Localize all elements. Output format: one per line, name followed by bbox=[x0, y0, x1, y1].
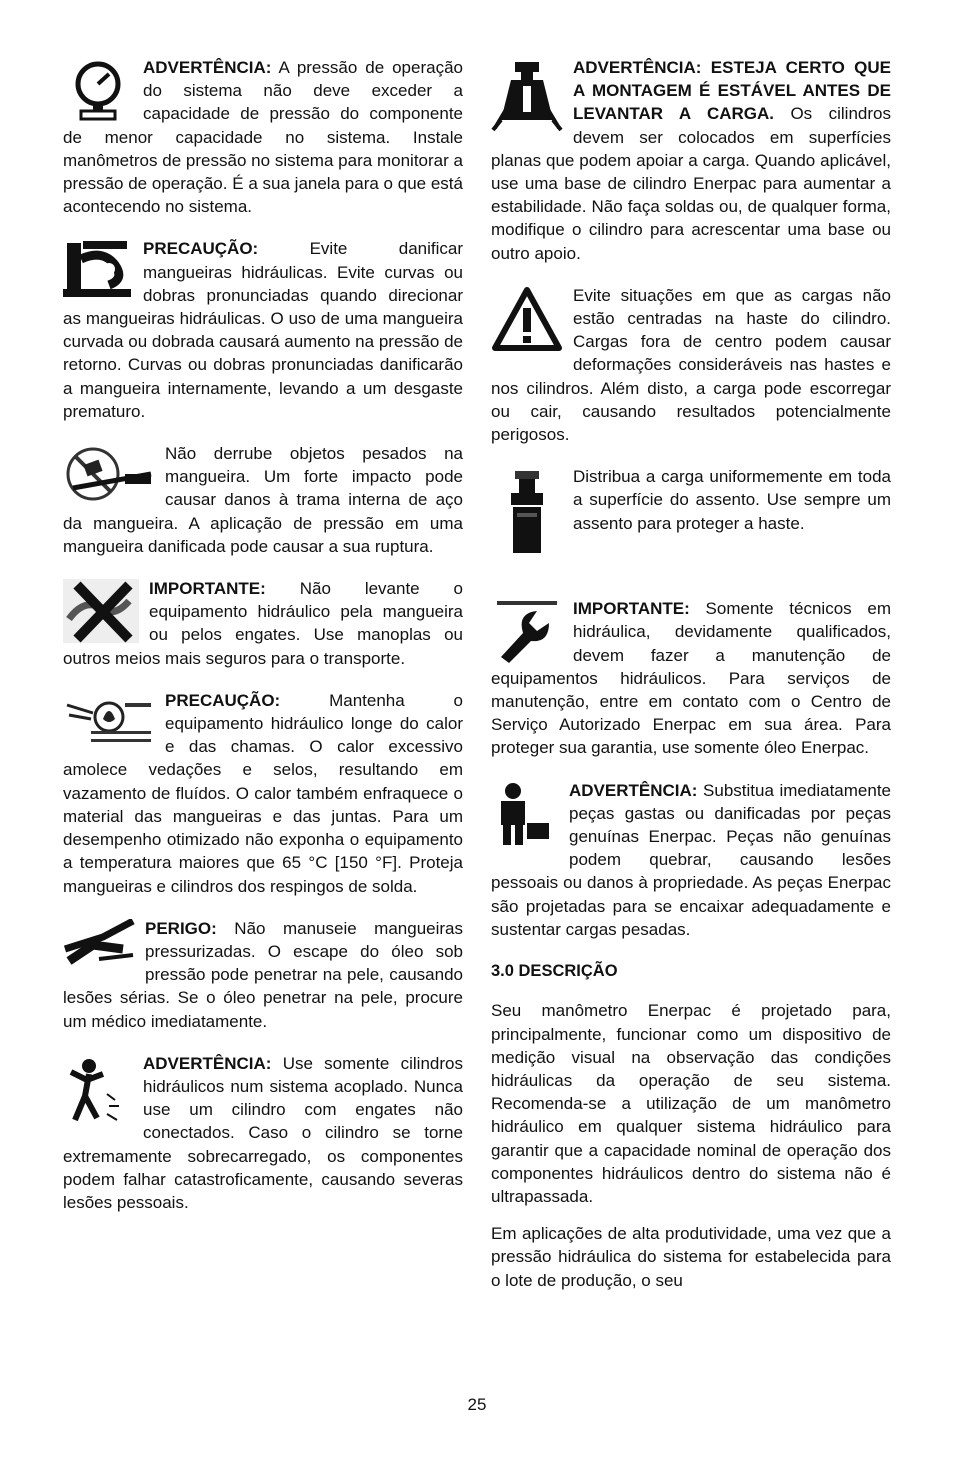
notice-block-saddle bbox=[491, 465, 891, 557]
page-number: 25 bbox=[467, 1395, 487, 1414]
left-column bbox=[63, 56, 463, 1214]
warning-block-pressure bbox=[63, 56, 463, 218]
heat-flame-icon bbox=[63, 691, 155, 753]
wrench-service-icon bbox=[491, 599, 563, 663]
block-text: situações em que as cargas não estão centradas na haste do cilindro. Cargas fora de centro podem causar deformações consideráveis nas hastes e nos cilindros. Além disto, a carga pode escorregar ou cair, causando resultados potencialmente perigosos. bbox=[491, 285, 891, 445]
block-heading: Evite bbox=[573, 285, 611, 305]
section-title: 3.0 DESCRIÇÃO bbox=[491, 962, 618, 981]
caution-block-hose-bend bbox=[63, 237, 463, 423]
block-text: Use somente cilindros hidráulicos num sistema acoplado. Nunca use um cilindro com engates não conectados. Caso o cilindro se torne extremamente sobrecarregado, os componentes podem falhar catastroficamente, causando severas lesões pessoais. bbox=[63, 1053, 463, 1212]
no-lift-by-hose-icon bbox=[63, 579, 139, 643]
notice-block-drop bbox=[63, 442, 463, 558]
block-heading: PERIGO: bbox=[145, 918, 217, 938]
block-text: Os cilindros devem ser colocados em superfícies planas que podem apoiar a carga. Quando aplicável, use uma base de cilindro Enerpac para aumentar a estabilidade. Não faça soldas ou, de qualquer forma, modifique o cilindro para acrescentar uma base ou outro apoio. bbox=[491, 104, 891, 263]
block-text: Mantenha o equipamento hidráulico longe do calor e das chamas. O calor excessivo amolece vedações e selos, resultando em vazamento de fluídos. O calor também enfraquece o material das mangueiras e das juntas. Para um desempenho otimizado não exponha o equipamento a temperatura maiores que 65 °C [150 °F]. Proteja mangueiras e cilindros dos respingos de solda. bbox=[63, 690, 463, 896]
block-heading: PRECAUÇÃO: bbox=[143, 239, 259, 259]
important-block-lift bbox=[63, 577, 463, 670]
block-heading: IMPORTANTE: bbox=[149, 579, 266, 599]
notice-block-offcenter bbox=[491, 284, 891, 446]
block-text: Distribua a carga uniformemente em toda a superfície do assento. Use sempre um assento para proteger a haste. bbox=[573, 467, 891, 533]
block-text: Não levante o equipamento hidráulico pela mangueira ou pelos engates. Use manoplas ou outros meios mais seguros para o transporte. bbox=[63, 579, 463, 668]
section-paragraph: Seu manômetro Enerpac é projetado para, principalmente, funcionar como um dispositivo de medição visual na observação das condições hidráulicas da operação de seu sistema. Recomenda-se a utilização de um manômetro hidráulico em qualquer sistema hidráulico para garantir que a capacidade nominal de operação dos componentes hidráulicos dentro do sistema não é ultrapassada. bbox=[491, 1001, 891, 1206]
right-column bbox=[491, 56, 891, 1292]
block-heading: ADVERTÊNCIA: bbox=[143, 58, 272, 77]
section-paragraph: Em aplicações de alta produtividade, uma vez que a pressão hidráulica do sistema for estabelecida para o lote de produção, o seu bbox=[491, 1224, 891, 1290]
person-injury-icon bbox=[63, 1054, 133, 1126]
block-heading: ADVERTÊNCIA: bbox=[569, 780, 698, 800]
block-text: Evite danificar mangueiras hidráulicas. Evite curvas ou dobras pronunciadas quando direcionar as mangueiras hidráulicas. O uso de uma mangueira curvada ou dobrada causará aumento na pressão de retorno. Curvas ou dobras pronunciadas danificarão a mangueira internamente, levando a um desgaste prematuro. bbox=[63, 239, 463, 421]
warning-triangle-icon bbox=[491, 286, 563, 352]
worker-parts-icon bbox=[491, 781, 559, 847]
no-drop-on-hose-icon bbox=[63, 444, 155, 506]
caution-block-heat bbox=[63, 689, 463, 898]
pressure-gauge-icon bbox=[63, 58, 133, 122]
pressurized-hose-hand-icon bbox=[63, 919, 135, 969]
block-text: A pressão de operação do sistema não deve exceder a capacidade de pressão do componente de menor capacidade no sistema. Instale manômetros de pressão no sistema para monitorar a pressão de operação. É a sua janela para o que está acontecendo no sistema. bbox=[63, 58, 463, 217]
danger-block-pressurized bbox=[63, 917, 463, 1033]
block-text: Não derrube objetos pesados na mangueira. Um forte impacto pode causar danos à trama interna de aço da mangueira. A aplicação de pressão em uma mangueira danificada pode causar a sua ruptura. bbox=[63, 444, 463, 556]
stable-cylinder-icon bbox=[491, 58, 563, 132]
block-heading: ADVERTÊNCIA: ESTEJA CERTO QUE A MONTAGEM É ESTÁVEL ANTES DE LEVANTAR A CARGA. bbox=[573, 58, 891, 124]
block-text: Somente técnicos em hidráulica, devidamente qualificados, devem fazer a manutenção de equipamentos hidráulicos. Para serviços de manutenção, entre em contato com o Centro de Serviço Autorizado Enerpac em sua área. Para proteger sua garantia, use somente óleo Enerpac. bbox=[491, 599, 891, 758]
block-heading: PRECAUÇÃO: bbox=[165, 690, 281, 710]
warning-block-coupled bbox=[63, 1052, 463, 1214]
block-heading: IMPORTANTE: bbox=[573, 599, 690, 619]
warning-block-stable bbox=[491, 56, 891, 265]
block-text: Não manuseie mangueiras pressurizadas. O escape do óleo sob pressão pode penetrar na pele, causando lesões sérias. Se o óleo penetrar na pele, procure um médico imediatamente. bbox=[63, 918, 463, 1031]
hose-bend-icon bbox=[63, 239, 133, 301]
important-block-service bbox=[491, 597, 891, 759]
block-heading: ADVERTÊNCIA: bbox=[143, 1053, 272, 1073]
saddle-cylinder-icon bbox=[491, 467, 563, 555]
block-text: Substitua imediatamente peças gastas ou danificadas por peças genuínas Enerpac. Peças não genuínas podem quebrar, causando lesões pessoais ou danos à propriedade. As peças Enerpac são projetadas para se encaixar adequadamente e sustentar cargas pesadas. bbox=[491, 780, 891, 939]
warning-block-parts bbox=[491, 779, 891, 941]
